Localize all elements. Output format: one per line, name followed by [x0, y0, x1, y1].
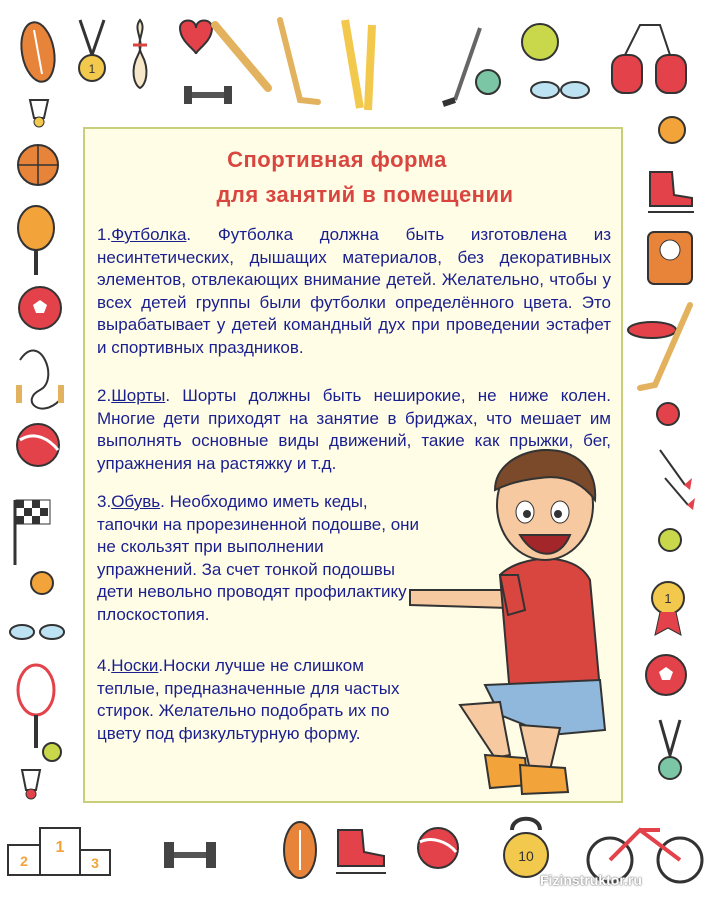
item-tshirt [97, 224, 611, 359]
rugby-ball-icon [284, 822, 316, 878]
svg-text:1: 1 [55, 839, 65, 856]
goggles-icon [10, 625, 64, 639]
checkered-flag-icon [15, 500, 50, 565]
item-socks [97, 655, 427, 745]
item-term: Носки [111, 656, 159, 675]
item-number: 4. [97, 656, 112, 675]
hockey-stick-icon [280, 20, 318, 102]
heart-icon [180, 21, 212, 55]
watermark: Fizinstruktor.ru [540, 872, 642, 888]
item-text: . Необходимо иметь кеды, тапочки на прорезиненной подошве, они не скользят при выполнении упражнений. За счет тонкой подошвы дети невольно проводят профилактику плоскостопия. [97, 492, 420, 624]
tennis-ball-icon [31, 572, 53, 594]
item-text: .Носки лучше не слишком теплые, предназначенные для частых стирок. Желательно подобрать их по цвету под физкультурную форму. [97, 656, 400, 743]
item-term: Шорты [111, 386, 166, 405]
darts-icon [660, 450, 695, 510]
svg-text:1: 1 [664, 591, 672, 606]
page-title-line2: для занятий в помещении [216, 182, 514, 207]
scale-icon [648, 232, 692, 284]
hockey-puck-icon [628, 322, 676, 338]
page-title-line1: Спортивная форма [227, 147, 447, 172]
item-text: . Шорты должны быть неширокие, не ниже колен. Многие дети приходят на занятие в бриджах, что мешает им выполнять основные виды движений, такие как прыжки, бег, упражнения на растяжку и т.д. [97, 386, 611, 473]
volleyball-icon [657, 403, 679, 425]
rugby-ball-icon [17, 20, 59, 85]
svg-text:2: 2 [20, 853, 28, 869]
svg-text:10: 10 [518, 848, 534, 864]
item-shoes [97, 491, 427, 626]
medal-icon [652, 582, 684, 635]
baseball-bat-icon [215, 25, 268, 88]
soccer-ball-icon [19, 287, 61, 329]
dumbbell-icon [184, 86, 232, 104]
svg-text:1: 1 [88, 62, 96, 76]
item-term: Футболка [111, 225, 187, 244]
racket-icon [18, 665, 54, 748]
golf-club-icon [443, 28, 480, 104]
jump-rope-icon [16, 351, 64, 409]
item-number: 1. [97, 225, 112, 244]
tennis-ball-icon [659, 117, 685, 143]
ice-skate-icon [336, 830, 386, 873]
item-term: Обувь [111, 492, 161, 511]
boy-squatting-illustration [400, 440, 630, 810]
ice-skate-icon [648, 172, 694, 212]
volleyball-icon [418, 828, 458, 868]
basketball-icon [18, 145, 58, 185]
tennis-ball-icon [476, 70, 500, 94]
medal-icon [79, 20, 105, 81]
tennis-ball-icon [659, 529, 681, 551]
medal-icon [659, 720, 681, 779]
svg-text:3: 3 [91, 855, 99, 871]
skis-icon [345, 20, 372, 110]
badminton-shuttle-icon [22, 770, 40, 799]
soccer-ball-icon [646, 655, 686, 695]
tennis-ball-icon [43, 743, 61, 761]
item-number: 2. [97, 386, 112, 405]
podium-icon [8, 828, 110, 875]
goggles-icon [531, 82, 589, 98]
racket-icon [18, 206, 54, 275]
item-text: . Футболка должна быть изготовлена из несинтетических, дышащих материалов, без декоративных элементов, отвлекающих внимание детей. Желательно, чтобы у всех детей группы были футболки определённого цвета. Это вырабатывает у детей командный дух при проведении эстафет и спортивных праздников. [97, 225, 611, 357]
hockey-stick-icon [640, 305, 690, 388]
item-number: 3. [97, 492, 112, 511]
ball-icon [522, 24, 558, 60]
dumbbell-icon [164, 842, 216, 868]
kettlebell-icon [504, 819, 548, 877]
volleyball-icon [17, 424, 59, 466]
boxing-gloves-icon [612, 25, 686, 93]
badminton-shuttle-icon [30, 100, 48, 127]
bowling-pin-icon [133, 20, 147, 88]
